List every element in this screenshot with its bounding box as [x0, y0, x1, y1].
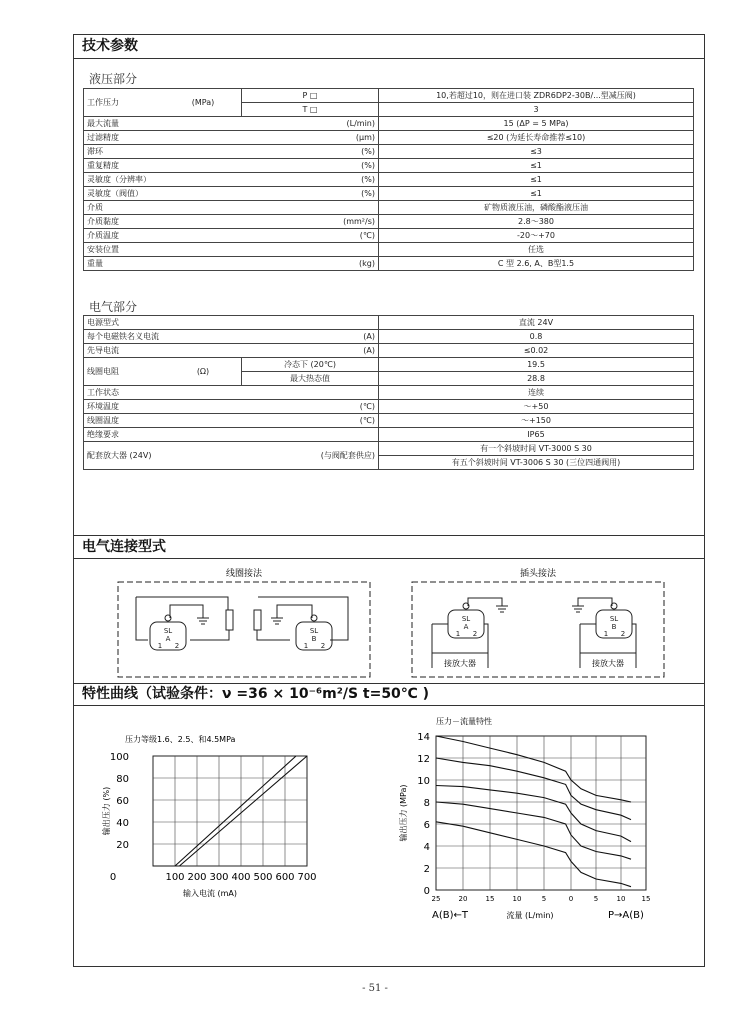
spec-value: ≤3: [379, 145, 694, 159]
y-tick-label: 8: [423, 798, 430, 809]
x-tick-label: 600: [275, 872, 295, 883]
x-tick-label: 500: [253, 872, 273, 883]
sol-b-coil-pin1: 1: [303, 642, 309, 650]
x-tick-label: 100: [165, 872, 185, 883]
divider: [73, 705, 705, 706]
spec-condition: 冷态下 (20℃): [242, 358, 379, 372]
subsection-electrical: 电气部分: [89, 300, 138, 314]
chart-pressure-vs-flow: [400, 712, 665, 924]
spec-label: 配套放大器 (24V): [84, 442, 166, 470]
spec-value: 有五个斜坡时间 VT-3006 S 30 (三位四通阀用): [379, 456, 694, 470]
spec-value: ～+150: [379, 414, 694, 428]
series-line: [153, 756, 307, 866]
spec-value: ≤20 (为延长寿命推荐≤10): [379, 131, 694, 145]
x-tick-label: 15: [641, 895, 651, 903]
spec-unit: (Ω): [165, 358, 242, 386]
spec-value: 任选: [379, 243, 694, 257]
spec-port: T □: [242, 103, 379, 117]
spec-label: 工作压力: [84, 89, 166, 117]
sol-b-coil-letter: B: [311, 635, 317, 643]
section-title-tech-params: 技术参数: [82, 38, 138, 54]
spec-unit: (%): [242, 173, 379, 187]
x-tick-label: 0: [109, 872, 117, 883]
y-axis-label: 输出压力 (%): [102, 786, 111, 836]
spec-unit: (℃): [242, 229, 379, 243]
right-direction-label: P→A(B): [608, 910, 644, 921]
y-tick-label: 60: [116, 796, 129, 807]
spec-value: -20～+70: [379, 229, 694, 243]
x-tick-label: 300: [209, 872, 229, 883]
sol-a-plug-letter: A: [463, 623, 469, 631]
x-tick-label: 10: [616, 895, 626, 903]
spec-unit: (MPa): [165, 89, 242, 117]
spec-value: 3: [379, 103, 694, 117]
spec-label: 重复精度: [84, 159, 242, 173]
spec-unit: (μm): [242, 131, 379, 145]
sol-b-plug-pin2: 2: [620, 630, 626, 638]
x-tick-label: 20: [458, 895, 468, 903]
section-title-curves: 特性曲线（试验条件：ν =36 × 10⁻⁶m²/S t=50℃ ): [82, 686, 430, 702]
series-line: [153, 756, 296, 866]
y-tick-label: 100: [109, 752, 129, 763]
spec-value: 15 (ΔP = 5 MPa): [379, 117, 694, 131]
chart-title: 压力等级1.6、2.5、和4.5MPa: [125, 735, 236, 744]
series-line: [436, 786, 631, 842]
spec-unit: (L/min): [242, 117, 379, 131]
y-axis-label: 输出压力 (MPa): [399, 784, 408, 842]
spec-label: 环境温度: [84, 400, 242, 414]
sol-b-coil-pin2: 2: [320, 642, 326, 650]
spec-label: 线圈电阻: [84, 358, 166, 386]
spec-label: 灵敏度（分辨率）: [84, 173, 242, 187]
spec-value: 直流 24V: [379, 316, 694, 330]
sol-a-coil-pin2: 2: [174, 642, 180, 650]
page-number: - 51 -: [362, 983, 388, 994]
spec-unit: (%): [242, 159, 379, 173]
spec-label: 安装位置: [84, 243, 242, 257]
spec-unit: (%): [242, 145, 379, 159]
spec-label: 线圈温度: [84, 414, 242, 428]
amplifier-label-b: 接放大器: [592, 659, 624, 668]
y-tick-label: 4: [423, 842, 430, 853]
spec-condition: 最大热态值: [242, 372, 379, 386]
spec-label: 电源型式: [84, 316, 242, 330]
spec-value: 28.8: [379, 372, 694, 386]
spec-label: 介质黏度: [84, 215, 242, 229]
spec-value: C 型 2.6, A、B型1.5: [379, 257, 694, 271]
x-tick-label: 15: [485, 895, 495, 903]
spec-port: P □: [242, 89, 379, 103]
x-tick-label: 10: [512, 895, 522, 903]
x-tick-label: 5: [593, 895, 599, 903]
sol-a-coil-letter: A: [165, 635, 171, 643]
spec-unit: (mm²/s): [242, 215, 379, 229]
y-tick-label: 10: [417, 776, 430, 787]
spec-value: 矿物质液压油，磷酸酯液压油: [379, 201, 694, 215]
y-tick-label: 0: [423, 886, 430, 897]
sol-a-coil-sl: SL: [163, 627, 173, 635]
sol-b-plug-sl: SL: [609, 615, 619, 623]
chart-title: 压力－流量特性: [436, 717, 492, 726]
sol-a-plug-pin2: 2: [472, 630, 478, 638]
sol-a-plug-sl: SL: [461, 615, 471, 623]
sol-a-coil-pin1: 1: [157, 642, 163, 650]
spec-label: 每个电磁铁名义电流: [84, 330, 242, 344]
spec-value: 0.8: [379, 330, 694, 344]
subsection-hydraulic: 液压部分: [89, 72, 138, 86]
resistor-a: [226, 610, 233, 630]
x-tick-label: 5: [541, 895, 547, 903]
x-tick-label: 200: [187, 872, 207, 883]
spec-value: 有一个斜坡时间 VT-3000 S 30: [379, 442, 694, 456]
y-tick-label: 20: [116, 840, 129, 851]
x-tick-label: 700: [297, 872, 317, 883]
plot-area: [153, 756, 307, 866]
spec-label: 介质: [84, 201, 242, 215]
spec-label: 介质温度: [84, 229, 242, 243]
spec-unit: (kg): [242, 257, 379, 271]
x-tick-label: 400: [231, 872, 251, 883]
spec-label: 重量: [84, 257, 242, 271]
spec-value: IP65: [379, 428, 694, 442]
section-title-connection: 电气连接型式: [82, 539, 166, 555]
resistor-b: [254, 610, 261, 630]
spec-value: 连续: [379, 386, 694, 400]
spec-label: 过滤精度: [84, 131, 242, 145]
sol-b-plug-letter: B: [611, 623, 617, 631]
spec-value: ～+50: [379, 400, 694, 414]
spec-label: 滞环: [84, 145, 242, 159]
spec-label: 绝缘要求: [84, 428, 242, 442]
x-axis-label: 流量 (L/min): [506, 911, 554, 920]
plot-area: [436, 736, 646, 890]
spec-unit: (%): [242, 187, 379, 201]
coil-wiring-title: 线圈接法: [225, 569, 263, 579]
x-tick-label: 0: [568, 895, 574, 903]
spec-label: 工作状态: [84, 386, 242, 400]
left-direction-label: A(B)←T: [432, 910, 468, 921]
spec-value: ≤1: [379, 173, 694, 187]
sol-b-coil-sl: SL: [309, 627, 319, 635]
spec-value: ≤0.02: [379, 344, 694, 358]
spec-unit: (A): [242, 330, 379, 344]
sol-b-plug-pin1: 1: [603, 630, 609, 638]
spec-value: ≤1: [379, 159, 694, 173]
spec-label: 最大流量: [84, 117, 242, 131]
y-tick-label: 80: [116, 774, 129, 785]
plug-wiring-title: 插头接法: [519, 569, 557, 579]
series-line: [436, 736, 631, 802]
sol-a-plug-pin1: 1: [455, 630, 461, 638]
spec-value: ≤1: [379, 187, 694, 201]
spec-unit: (℃): [242, 414, 379, 428]
series-line: [436, 758, 631, 820]
spec-unit: (℃): [242, 400, 379, 414]
spec-unit: (A): [242, 344, 379, 358]
amplifier-label-a: 接放大器: [444, 659, 476, 668]
y-tick-label: 40: [116, 818, 129, 829]
y-tick-label: 6: [423, 820, 430, 831]
y-tick-label: 14: [417, 732, 430, 743]
y-tick-label: 12: [417, 754, 430, 765]
x-tick-label: 25: [431, 895, 441, 903]
spec-value: 19.5: [379, 358, 694, 372]
spec-unit: (与阀配套供应): [165, 442, 379, 470]
chart-output-vs-current: [95, 728, 325, 903]
y-tick-label: 2: [423, 864, 430, 875]
spec-label: 灵敏度（阀值）: [84, 187, 242, 201]
spec-label: 先导电流: [84, 344, 242, 358]
spec-value: 10,若超过10，则在进口装 ZDR6DP2-30B/...型减压阀): [379, 89, 694, 103]
x-axis-label: 输入电流 (mA): [182, 889, 238, 898]
spec-value: 2.8～380: [379, 215, 694, 229]
